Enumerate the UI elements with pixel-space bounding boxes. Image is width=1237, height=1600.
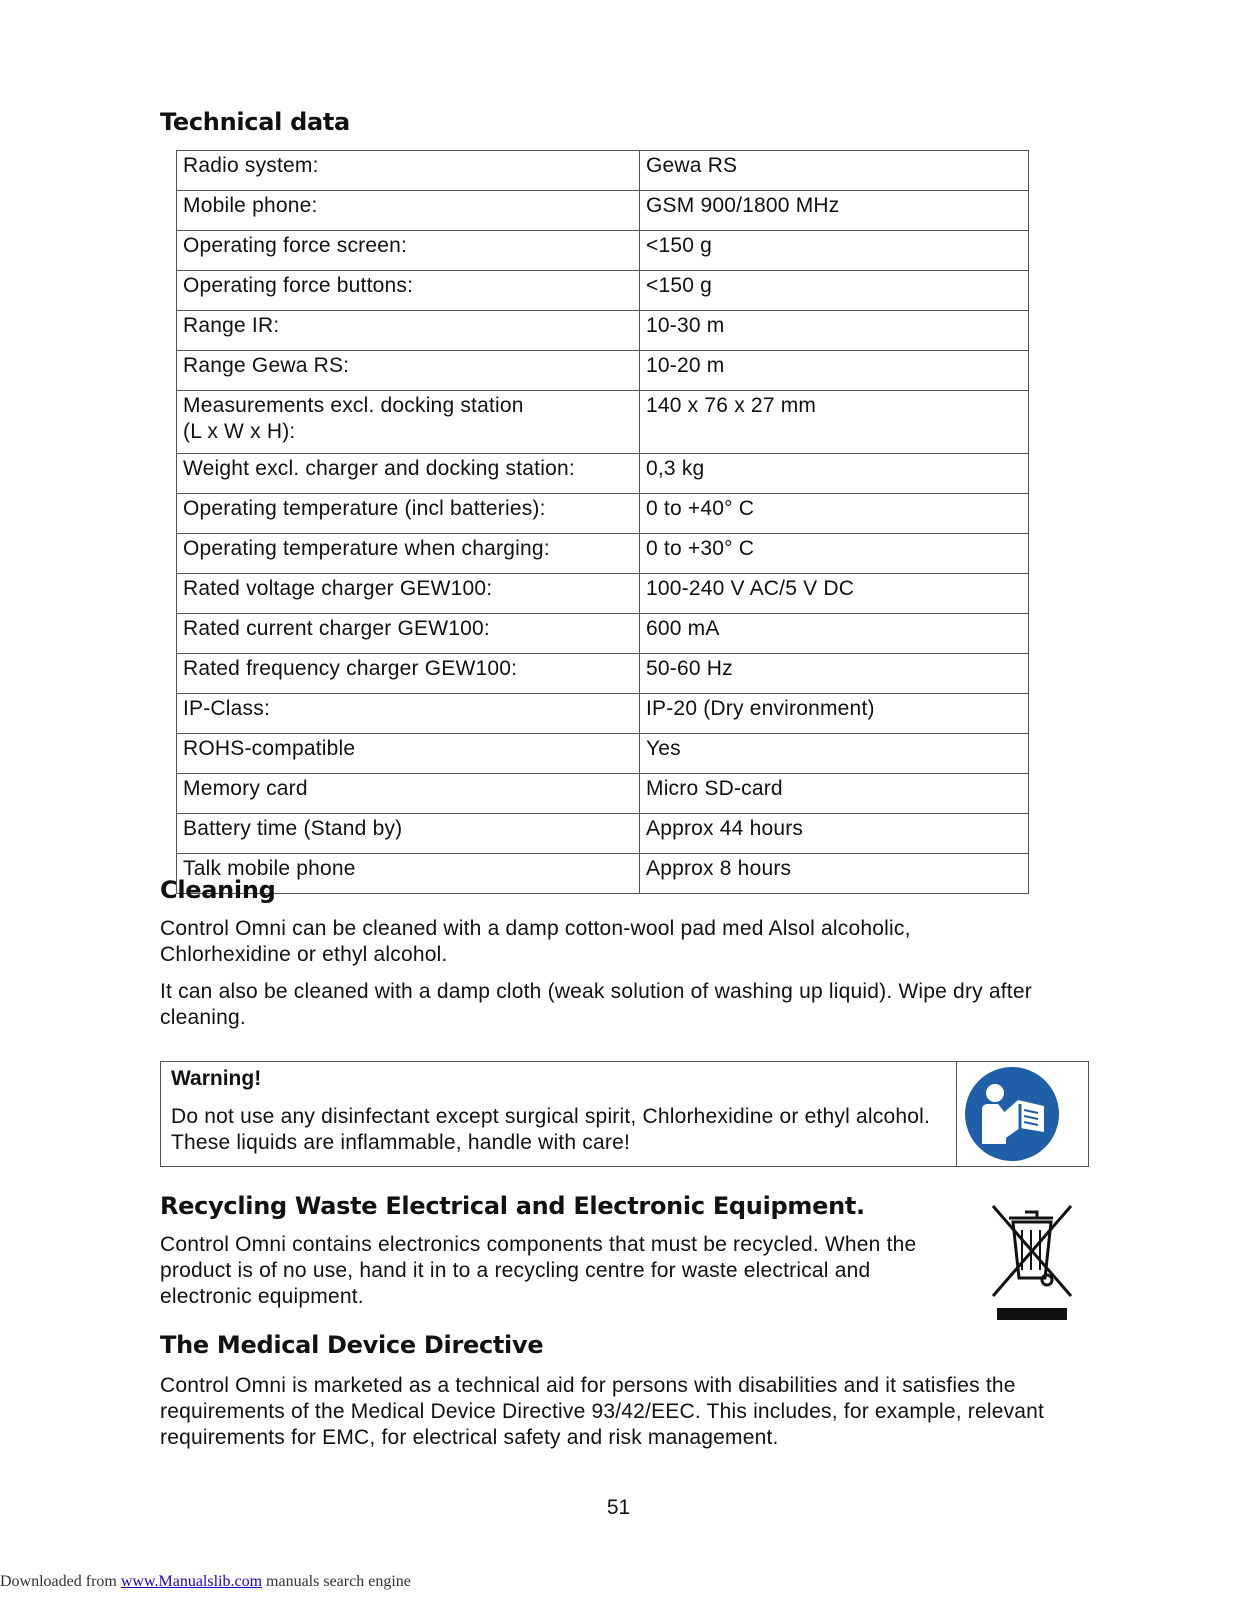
spec-label: Weight excl. charger and docking station: [177,454,640,494]
read-manual-icon [964,1066,1060,1162]
table-row [177,231,1029,271]
table-row [177,614,1029,654]
table-row [177,271,1029,311]
spec-label: IP-Class: [177,694,640,734]
spec-label: Range IR: [177,311,640,351]
technical-data-heading: Technical data [160,108,350,136]
table-row [177,391,1029,454]
spec-value: Yes [640,734,1029,774]
spec-value: 100-240 V AC/5 V DC [640,574,1029,614]
spec-label: Measurements excl. docking station (L x W x H): [177,391,640,454]
spec-label: Rated frequency charger GEW100: [177,654,640,694]
table-row [177,574,1029,614]
technical-data-table [176,150,1029,894]
footer-prefix: Downloaded from [0,1573,121,1590]
spec-value: Approx 8 hours [640,854,1029,894]
spec-label: Operating temperature when charging: [177,534,640,574]
footer [0,1573,411,1591]
mdd-paragraph: Control Omni is marketed as a technical aid for persons with disabilities and it satisfies the requirements of the Medical Device Directive 93/42/EEC. This includes, for example, relevant requirements for EMC, for electrical safety and risk management. [160,1374,1045,1449]
cleaning-paragraph-2: It can also be cleaned with a damp cloth (weak solution of washing up liquid). Wipe dry after cleaning. [160,980,1032,1029]
spec-label: Memory card [177,774,640,814]
warning-text-cell [161,1062,957,1166]
spec-value: IP-20 (Dry environment) [640,694,1029,734]
table-row [177,191,1029,231]
spec-value: Gewa RS [640,151,1029,191]
page-number: 51 [606,1496,631,1519]
spec-value: 0 to +40° C [640,494,1029,534]
weee-crossed-bin-icon [987,1200,1077,1320]
spec-value: GSM 900/1800 MHz [640,191,1029,231]
warning-title: Warning! [171,1067,262,1090]
spec-label: Rated current charger GEW100: [177,614,640,654]
spec-label: Operating force screen: [177,231,640,271]
table-row [177,694,1029,734]
cleaning-paragraph-1: Control Omni can be cleaned with a damp cotton-wool pad med Alsol alcoholic, Chlorhexidine or ethyl alcohol. [160,917,911,966]
table-row [177,454,1029,494]
table-row [177,814,1029,854]
spec-value: 10-20 m [640,351,1029,391]
table-row [177,774,1029,814]
spec-label: Mobile phone: [177,191,640,231]
table-row [177,311,1029,351]
table-row [177,734,1029,774]
spec-value: 0 to +30° C [640,534,1029,574]
spec-value: 600 mA [640,614,1029,654]
spec-value: Approx 44 hours [640,814,1029,854]
warning-box [160,1061,1089,1167]
spec-value: 10-30 m [640,311,1029,351]
spec-value: 0,3 kg [640,454,1029,494]
manualslib-link[interactable]: www.Manualslib.com [120,1573,263,1590]
spec-label: Operating force buttons: [177,271,640,311]
table-row [177,494,1029,534]
spec-value: Micro SD-card [640,774,1029,814]
spec-value: 140 x 76 x 27 mm [640,391,1029,454]
table-row [177,654,1029,694]
mdd-heading: The Medical Device Directive [160,1331,544,1359]
table-row [177,854,1029,894]
table-row [177,351,1029,391]
footer-suffix: manuals search engine [262,1573,411,1590]
warning-body: Do not use any disinfectant except surgical spirit, Chlorhexidine or ethyl alcohol. These liquids are inflammable, handle with care! [171,1105,930,1154]
spec-value: 50-60 Hz [640,654,1029,694]
spec-value: <150 g [640,271,1029,311]
spec-label: Radio system: [177,151,640,191]
spec-label: Battery time (Stand by) [177,814,640,854]
cleaning-heading: Cleaning [160,876,276,904]
table-row [177,151,1029,191]
recycling-paragraph: Control Omni contains electronics components that must be recycled. When the product is of no use, hand it in to a recycling centre for waste electrical and electronic equipment. [160,1233,917,1308]
spec-label: Operating temperature (incl batteries): [177,494,640,534]
spec-label: ROHS-compatible [177,734,640,774]
recycling-heading: Recycling Waste Electrical and Electronic Equipment. [160,1192,865,1220]
spec-value: <150 g [640,231,1029,271]
spec-label: Range Gewa RS: [177,351,640,391]
table-row [177,534,1029,574]
spec-label: Rated voltage charger GEW100: [177,574,640,614]
spec-label: Talk mobile phone [177,854,640,894]
